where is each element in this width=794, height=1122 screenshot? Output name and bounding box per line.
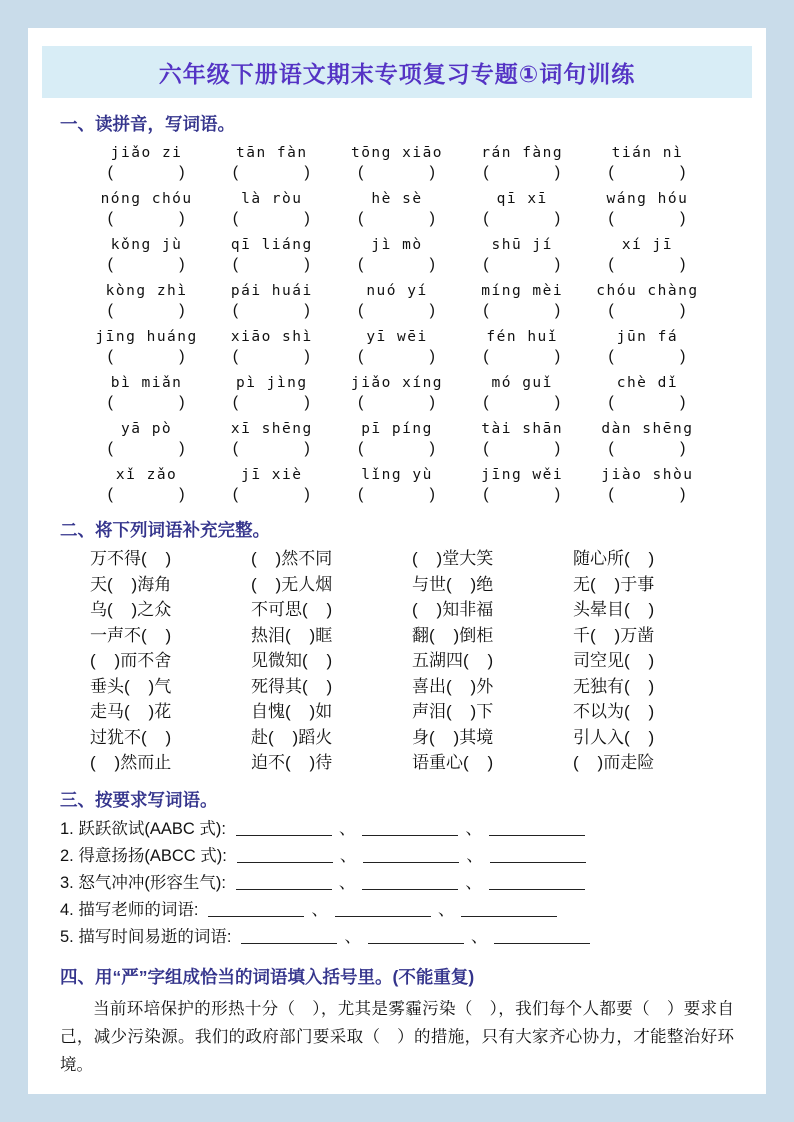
pinyin-cell	[209, 467, 334, 504]
idiom-item: ( )而走险	[573, 753, 655, 772]
answer-blank: ( )	[483, 256, 562, 273]
write-words-label: 5. 描写时间易逝的词语:	[60, 927, 232, 946]
pinyin-row	[84, 375, 710, 412]
separator: 、	[465, 873, 482, 892]
answer-blank: ( )	[358, 302, 436, 319]
answer-blank: ( )	[483, 440, 562, 457]
pinyin-cell	[209, 329, 334, 366]
answer-underline	[362, 875, 458, 890]
answer-underline	[368, 929, 464, 944]
pinyin-cell	[334, 283, 459, 320]
idiom-item: ( )无人烟	[251, 574, 333, 594]
idiom-item: ( )堂大笑	[412, 549, 494, 568]
pinyin-text: tián nì	[611, 145, 684, 161]
answer-blank: ( )	[107, 302, 186, 319]
pinyin-cell	[84, 145, 209, 182]
pinyin-cell	[460, 191, 585, 228]
pinyin-cell	[209, 421, 334, 458]
pinyin-row	[84, 283, 710, 320]
pinyin-text: míng mèi	[481, 283, 564, 299]
idiom-item: 迫不( )待	[251, 753, 333, 772]
idiom-grid	[60, 542, 734, 774]
pinyin-cell	[84, 237, 209, 274]
pinyin-text: chóu chàng	[596, 283, 699, 299]
answer-blank: ( )	[358, 164, 436, 181]
pinyin-text: jīng wěi	[481, 467, 564, 483]
pinyin-cell	[585, 145, 710, 182]
idiom-item: 乌( )之众	[90, 600, 172, 619]
answer-underline	[494, 929, 590, 944]
pinyin-text: pī píng	[361, 421, 433, 437]
answer-blank: ( )	[483, 486, 562, 503]
idiom-item: 赴( )蹈火	[251, 727, 333, 747]
pinyin-text: pì jìng	[236, 375, 308, 391]
answer-blank: ( )	[608, 302, 687, 319]
pinyin-text: qī xī	[496, 191, 548, 207]
answer-blank: ( )	[107, 394, 186, 411]
pinyin-text: pái huái	[230, 283, 313, 299]
pinyin-cell	[84, 329, 209, 366]
pinyin-cell	[209, 145, 334, 182]
pinyin-text: nuó yí	[366, 283, 428, 299]
idiom-item: ( )然不同	[251, 549, 333, 568]
answer-blank: ( )	[232, 302, 311, 319]
idiom-item: 与世( )绝	[412, 574, 494, 594]
answer-blank: ( )	[232, 164, 311, 181]
answer-blank: ( )	[483, 348, 562, 365]
section-complete-idioms	[60, 517, 734, 774]
fill-blanks-paragraph: 当前环培保护的形热十分（ ），尤其是雾霾污染（ ），我们每个人都要（ ）要求自己，减少污染源。我们的政府部门要采取（ ）的措施，只有大家齐心协力，才能整治好环境。	[60, 999, 734, 1074]
pinyin-cell	[84, 375, 209, 412]
pinyin-cell	[209, 191, 334, 228]
answer-underline	[363, 848, 459, 863]
separator: 、	[338, 819, 356, 838]
pinyin-text: fén huǐ	[486, 329, 559, 345]
pinyin-cell	[334, 237, 459, 274]
pinyin-cell	[585, 421, 710, 458]
pinyin-cell	[585, 237, 710, 274]
idiom-item: ( )知非福	[412, 600, 494, 619]
answer-underline	[362, 821, 458, 836]
answer-blank: ( )	[608, 164, 687, 181]
idiom-item: 随心所( )	[573, 549, 655, 568]
answer-blank: ( )	[608, 394, 687, 411]
idiom-item: 无独有( )	[573, 676, 655, 696]
answer-underline	[208, 902, 304, 917]
pinyin-cell	[84, 283, 209, 320]
idiom-item: 自愧( )如	[251, 702, 333, 721]
answer-blank: ( )	[608, 486, 687, 503]
answer-underline	[241, 929, 337, 944]
pinyin-text: rán fàng	[481, 145, 564, 161]
pinyin-cell	[84, 191, 209, 228]
pinyin-text: yī wēi	[366, 329, 428, 345]
answer-blank: ( )	[483, 302, 562, 319]
answer-blank: ( )	[107, 164, 186, 181]
pinyin-text: xǐ zǎo	[115, 467, 178, 483]
pinyin-cell	[334, 145, 459, 182]
separator: 、	[344, 927, 361, 946]
answer-blank: ( )	[608, 348, 687, 365]
pinyin-text: dàn shēng	[601, 421, 694, 437]
answer-underline	[489, 821, 585, 836]
pinyin-text: yā pò	[121, 421, 173, 437]
answer-underline	[236, 821, 332, 836]
section-write-words	[60, 787, 734, 951]
title-band	[42, 46, 752, 98]
write-words-label: 4. 描写老师的词语:	[60, 900, 199, 919]
worksheet-page	[28, 28, 766, 1094]
answer-underline	[490, 848, 586, 863]
idiom-item: 头晕目( )	[573, 600, 655, 619]
idiom-item: 引人入( )	[573, 727, 655, 747]
separator: 、	[339, 846, 357, 865]
answer-blank: ( )	[358, 210, 436, 227]
answer-blank: ( )	[232, 348, 311, 365]
pinyin-cell	[460, 375, 585, 412]
pinyin-text: bì miǎn	[110, 375, 183, 391]
answer-underline	[489, 875, 585, 890]
section2-heading: 二、将下列词语补充完整。	[60, 520, 270, 540]
answer-blank: ( )	[358, 440, 436, 457]
pinyin-cell	[334, 191, 459, 228]
answer-blank: ( )	[358, 348, 436, 365]
idiom-item: 见微知( )	[251, 651, 333, 670]
answer-blank: ( )	[232, 486, 311, 503]
write-words-line	[60, 870, 734, 897]
pinyin-cell	[334, 375, 459, 412]
pinyin-cell	[460, 467, 585, 504]
answer-blank: ( )	[358, 486, 436, 503]
answer-blank: ( )	[107, 440, 186, 457]
answer-blank: ( )	[608, 210, 687, 227]
separator: 、	[465, 819, 482, 838]
pinyin-cell	[84, 421, 209, 458]
pinyin-text: kǒng jù	[110, 237, 183, 253]
idiom-item: 千( )万凿	[573, 625, 655, 645]
pinyin-cell	[460, 145, 585, 182]
answer-blank: ( )	[107, 210, 186, 227]
write-words-line	[60, 897, 734, 924]
pinyin-text: hè sè	[371, 191, 423, 207]
idiom-item: 天( )海角	[90, 574, 172, 594]
answer-blank: ( )	[232, 256, 311, 273]
answer-underline	[237, 848, 333, 863]
pinyin-text: kòng zhì	[105, 283, 188, 299]
write-words-label: 1. 跃跃欲试(AABC 式):	[60, 819, 226, 838]
answer-underline	[461, 902, 557, 917]
pinyin-cell	[585, 375, 710, 412]
pinyin-cell	[460, 329, 585, 366]
answer-blank: ( )	[358, 394, 436, 411]
pinyin-text: jì mò	[371, 237, 423, 253]
idiom-item: 喜出( )外	[412, 676, 494, 696]
idiom-item: 一声不( )	[90, 625, 172, 645]
idiom-item: ( )而不舍	[90, 651, 172, 670]
idiom-item: 语重心( )	[412, 753, 494, 772]
idiom-item: 不可思( )	[251, 600, 333, 619]
pinyin-cell	[585, 283, 710, 320]
idiom-item: 垂头( )气	[90, 676, 172, 696]
pinyin-cell	[209, 237, 334, 274]
idiom-item: 不以为( )	[573, 702, 655, 721]
pinyin-text: wáng hóu	[606, 191, 689, 207]
idiom-item: 死得其( )	[251, 676, 333, 696]
pinyin-text: jiǎo xíng	[350, 375, 444, 391]
idiom-item: 走马( )花	[90, 702, 172, 721]
answer-blank: ( )	[107, 348, 186, 365]
answer-underline	[236, 875, 332, 890]
page-title: 六年级下册语文期末专项复习专题①词句训练	[158, 61, 636, 87]
pinyin-row	[84, 329, 710, 366]
section-pinyin	[60, 111, 734, 504]
write-words-lines	[60, 816, 734, 951]
pinyin-text: jī xiè	[241, 467, 303, 483]
answer-blank: ( )	[608, 256, 687, 273]
pinyin-cell	[460, 421, 585, 458]
answer-blank: ( )	[107, 486, 186, 503]
idiom-item: 翻( )倒柜	[412, 625, 494, 645]
idiom-item: 五湖四( )	[412, 651, 494, 670]
idiom-item: 万不得( )	[90, 549, 172, 568]
pinyin-text: jīng huáng	[95, 329, 198, 345]
pinyin-text: jiǎo zi	[110, 145, 183, 161]
answer-blank: ( )	[483, 210, 562, 227]
pinyin-text: xiāo shì	[230, 329, 313, 345]
pinyin-cell	[585, 467, 710, 504]
answer-blank: ( )	[232, 394, 311, 411]
idiom-item: 过犹不( )	[90, 727, 172, 747]
answer-blank: ( )	[232, 440, 311, 457]
pinyin-row	[84, 145, 710, 182]
pinyin-cell	[209, 283, 334, 320]
answer-blank: ( )	[608, 440, 687, 457]
pinyin-rows	[60, 145, 734, 504]
pinyin-text: tài shān	[481, 421, 564, 437]
pinyin-text: nóng chóu	[100, 191, 193, 207]
answer-blank: ( )	[358, 256, 436, 273]
answer-blank: ( )	[483, 164, 562, 181]
write-words-label: 3. 怒气冲冲(形容生气):	[60, 873, 226, 892]
write-words-label: 2. 得意扬扬(ABCC 式):	[60, 846, 227, 865]
idiom-item: 声泪( )下	[412, 702, 494, 721]
pinyin-text: jūn fá	[616, 329, 679, 345]
idiom-item: 热泪( )眶	[251, 625, 333, 645]
pinyin-row	[84, 421, 710, 458]
pinyin-text: xí jī	[621, 237, 673, 253]
pinyin-text: xī shēng	[230, 421, 313, 437]
answer-underline	[335, 902, 431, 917]
write-words-line	[60, 843, 734, 870]
answer-blank: ( )	[107, 256, 186, 273]
pinyin-cell	[460, 283, 585, 320]
pinyin-cell	[209, 375, 334, 412]
separator: 、	[338, 873, 356, 892]
pinyin-cell	[460, 237, 585, 274]
pinyin-text: chè dǐ	[616, 375, 679, 391]
pinyin-text: mó guǐ	[491, 375, 553, 391]
pinyin-text: là ròu	[241, 191, 303, 207]
worksheet-content	[40, 111, 754, 1079]
pinyin-text: jiào shòu	[601, 467, 694, 483]
idiom-item: 司空见( )	[573, 651, 655, 670]
write-words-line	[60, 816, 734, 843]
idiom-item: ( )然而止	[90, 753, 172, 772]
separator: 、	[437, 900, 455, 919]
separator: 、	[466, 846, 483, 865]
write-words-line	[60, 924, 734, 951]
pinyin-cell	[334, 467, 459, 504]
section4-heading: 四、用“严”字组成恰当的词语填入括号里。(不能重复)	[60, 966, 475, 987]
pinyin-row	[84, 237, 710, 274]
pinyin-cell	[585, 329, 710, 366]
pinyin-text: tān fàn	[236, 145, 308, 161]
section3-heading: 三、按要求写词语。	[60, 789, 218, 810]
pinyin-row	[84, 191, 710, 228]
pinyin-text: qī liáng	[230, 237, 313, 253]
pinyin-cell	[84, 467, 209, 504]
pinyin-row	[84, 467, 710, 504]
answer-blank: ( )	[483, 394, 562, 411]
idiom-item: 身( )其境	[412, 727, 494, 747]
pinyin-text: shū jí	[491, 237, 553, 253]
separator: 、	[470, 927, 488, 946]
pinyin-cell	[585, 191, 710, 228]
pinyin-cell	[334, 421, 459, 458]
section1-heading: 一、读拼音，写词语。	[60, 114, 235, 134]
section-fill-blanks	[60, 964, 734, 1079]
answer-blank: ( )	[232, 210, 311, 227]
separator: 、	[311, 900, 328, 919]
pinyin-text: tōng xiāo	[350, 145, 444, 161]
pinyin-cell	[334, 329, 459, 366]
idiom-item: 无( )于事	[573, 574, 655, 594]
pinyin-text: lǐng yù	[361, 467, 433, 483]
